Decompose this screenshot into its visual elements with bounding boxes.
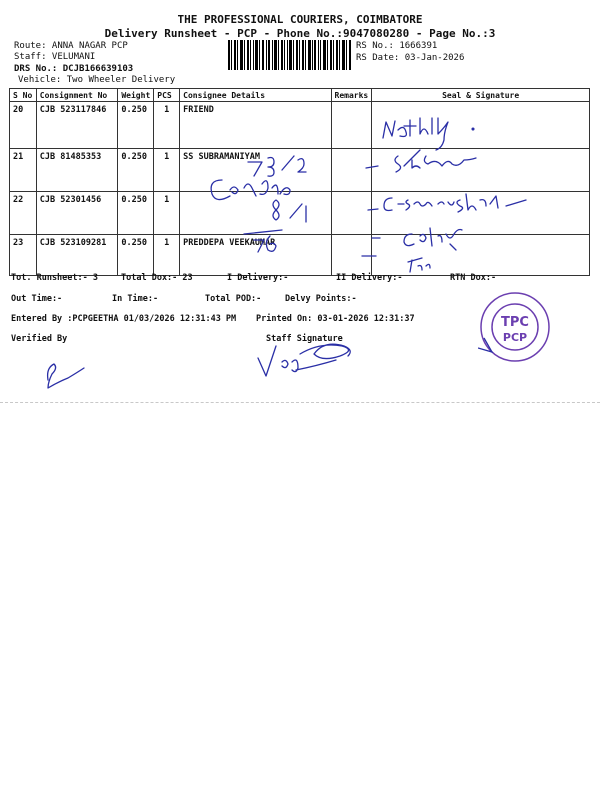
stamp-pcp: PCP xyxy=(502,331,528,344)
column-header: Remarks xyxy=(331,89,372,102)
total-pod: Total POD:- xyxy=(205,294,262,304)
consignment-cell: CJB 52301456 xyxy=(36,192,118,235)
consignment-cell: CJB 81485353 xyxy=(36,149,118,192)
sno-cell: 23 xyxy=(10,235,37,276)
tot-runsheet: Tot. Runsheet:- 3 xyxy=(11,273,98,283)
sno-cell: 20 xyxy=(10,102,37,149)
vehicle-label: Vehicle: Two Wheeler Delivery xyxy=(18,75,176,85)
consignee-cell: PREDDEPA VEEKAUMAR xyxy=(180,235,331,276)
column-header: Seal & Signature xyxy=(372,89,590,102)
weight-cell: 0.250 xyxy=(118,235,154,276)
total-dox: Total Dox:- 23 xyxy=(121,273,193,283)
column-header: PCS xyxy=(154,89,180,102)
column-header: Consignment No xyxy=(36,89,118,102)
company-title: THE PROFESSIONAL COURIERS, COIMBATORE xyxy=(177,13,423,26)
row21-dash xyxy=(366,166,378,168)
rs-date: RS Date: 03-Jan-2026 xyxy=(356,53,465,63)
printed-on: Printed On: 03-01-2026 12:31:37 xyxy=(256,314,415,324)
staff-label: Staff: VELUMANI xyxy=(14,52,96,62)
sno-cell: 21 xyxy=(10,149,37,192)
staff-signature xyxy=(258,344,350,376)
consignee-cell: FRIEND xyxy=(180,102,331,149)
row21-note xyxy=(248,156,306,176)
out-time: Out Time:- xyxy=(11,294,63,304)
company-stamp xyxy=(478,290,552,364)
column-header: S No xyxy=(10,89,37,102)
route-label: Route: ANNA NAGAR PCP xyxy=(14,41,128,51)
weight-cell: 0.250 xyxy=(118,192,154,235)
drs-number: DRS No.: DCJB166639103 xyxy=(14,64,134,74)
consignment-cell: CJB 523109281 xyxy=(36,235,118,276)
row23-strike xyxy=(244,230,282,234)
row21-signature xyxy=(395,150,476,172)
sno-cell: 22 xyxy=(10,192,37,235)
verified-by: Verified By xyxy=(11,334,68,344)
verified-signature xyxy=(48,364,84,388)
row22-note xyxy=(273,200,306,222)
runsheet-subtitle: Delivery Runsheet - PCP - Phone No.:9047080280 - Page No.:3 xyxy=(104,27,496,40)
delvy-points: Delvy Points:- xyxy=(285,294,357,304)
consignment-cell: CJB 523117846 xyxy=(36,102,118,149)
column-header: Weight xyxy=(118,89,154,102)
rtn-dox: RTN Dox:- xyxy=(450,273,497,283)
weight-cell: 0.250 xyxy=(118,102,154,149)
ii-delivery: II Delivery:- xyxy=(336,273,403,283)
row20-signature xyxy=(383,118,448,150)
pcs-cell: 1 xyxy=(154,235,180,276)
weight-cell: 0.250 xyxy=(118,149,154,192)
in-time: In Time:- xyxy=(112,294,159,304)
staff-signature-label: Staff Signature xyxy=(266,334,343,344)
pcs-cell: 1 xyxy=(154,192,180,235)
rs-number: RS No.: 1666391 xyxy=(356,41,438,51)
pcs-cell: 1 xyxy=(154,149,180,192)
row22-name xyxy=(211,180,290,200)
pcs-cell: 1 xyxy=(154,102,180,149)
entered-by: Entered By :PCPGEETHA 01/03/2026 12:31:43 PM xyxy=(11,314,237,324)
row22-dash xyxy=(368,209,378,210)
stamp-tpc: TPC xyxy=(501,315,529,330)
row23-signature xyxy=(404,228,462,250)
row22-signature xyxy=(384,194,526,212)
row23-sub xyxy=(408,258,430,272)
column-header: Consignee Details xyxy=(180,89,331,102)
i-delivery: I Delivery:- xyxy=(227,273,289,283)
page-divider xyxy=(0,402,600,403)
row23-note xyxy=(254,236,276,252)
consignee-cell: SS SUBRAMANIYAM xyxy=(180,149,331,192)
